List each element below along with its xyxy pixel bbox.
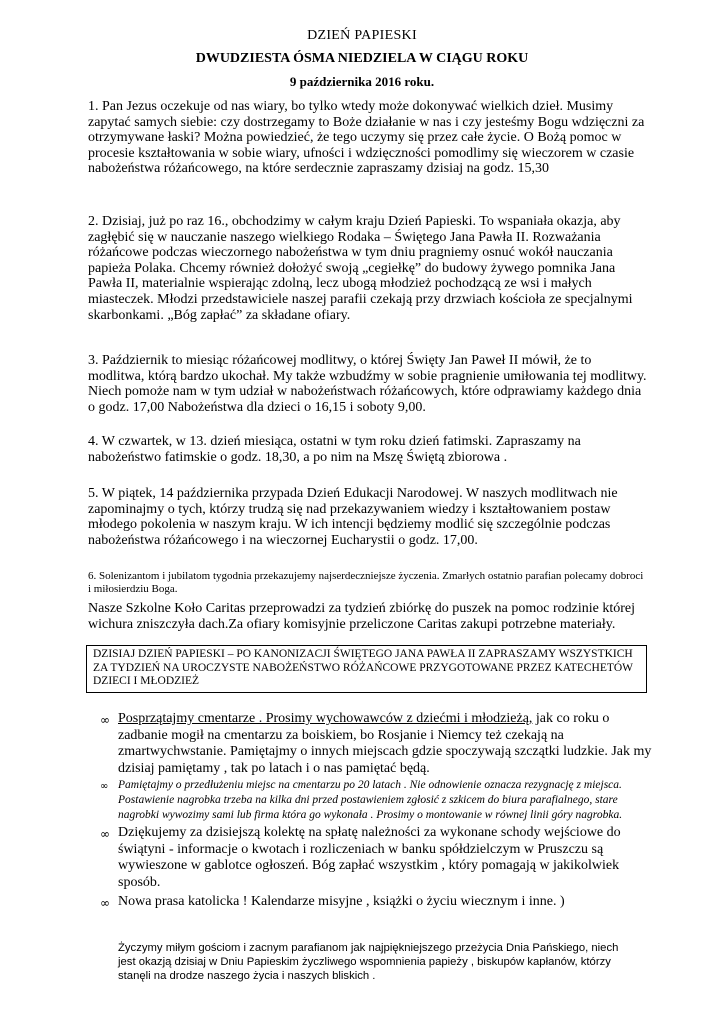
announcement-5: 5. W piątek, 14 października przypada Dzień Edukacji Narodowej. W naszych modlitwach nie zapominajmy o tych, którzy trudzą się nad przekazywaniem wiedzy i kształtowaniem postaw młodego pokolenia w naszym kraju. W ich intencji będziemy modlić się szczególnie podczas nabożeństwa różańcowego i na wieczornej Eucharystii o godz. 17,00. bbox=[88, 486, 618, 548]
bullet-list bbox=[100, 711, 660, 911]
bullet-item-cemetery bbox=[100, 711, 660, 777]
announcement-3: 3. Październik to miesiąc różańcowej modlitwy, o której Święty Jan Paweł II mówił, że to modlitwa, którą bardzo ukochał. My także wzbudźmy w sobie pragnienie umiłowania tej modlitwy. Niech pomoże nam w tym udział w nabożeństwach różańcowych, które odprawiamy każdego dnia o godz. 17,00 Nabożeństwa dla dzieci o 16,15 i soboty 9,00. bbox=[88, 353, 647, 415]
infinity-bullet-icon: ∞ bbox=[100, 781, 109, 792]
boxed-notice: DZISIAJ DZIEŃ PAPIESKI – PO KANONIZACJI ŚWIĘTEGO JANA PAWŁA II ZAPRASZAMY WSZYSTKICH ZA TYDZIEŃ NA UROCZYSTE NABOŻEŃSTWO RÓŻAŃCOWE PRZYGOTOWANE PRZEZ KATECHETÓW DZIECI I MŁODZIEŻ bbox=[86, 645, 647, 693]
bullet-text: Nowa prasa katolicka ! Kalendarze misyjne , książki o życiu wiecznym i inne. ) bbox=[118, 894, 565, 909]
announcement-2: 2. Dzisiaj, już po raz 16., obchodzimy w całym kraju Dzień Papieski. To wspaniała okazja, aby zagłębić się w nauczanie naszego wielkiego Rodaka – Świętego Jana Pawła II. Rozważania różańcowe podczas wieczornego nabożeństwa w tym dniu pragniemy osnuć wokół nauczania papieża Polaka. Chcemy również dołożyć swoją „cegiełkę” do budowy żywego pomnika Jana Pawła II, materialnie wspierając zdolną, lecz ubogą młodzież pochodzącą ze wsi i małych miasteczek. Młodzi przedstawiciele naszej parafii czekają przy drzwiach kościoła ze specjalnymi skarbonkami. „Bóg zapłać” za składane ofiary. bbox=[88, 214, 633, 323]
bullet-item-collection bbox=[100, 825, 660, 891]
document-subtitle: DWUDZIESTA ÓSMA NIEDZIELA W CIĄGU ROKU bbox=[195, 51, 529, 66]
document-date: 9 października 2016 roku. bbox=[289, 74, 435, 89]
infinity-bullet-icon: ∞ bbox=[100, 896, 110, 910]
bullet-item-press bbox=[100, 894, 660, 911]
bullet-text: Pamiętajmy o przedłużeniu miejsc na cmentarzu po 20 latach . Nie odnowienie oznacza rezygnację z miejsca. Postawienie nagrobka trzeba na kilka dni przed postawieniem zgłosić z szkicem do biura parafialnego, stare nagrobki wywozimy sami lub firma która go wykonała . Prosimy o montowanie w równej linii góry nagrobka. bbox=[118, 779, 623, 821]
announcement-1: 1. Pan Jezus oczekuje od nas wiary, bo tylko wtedy może dokonywać wielkich dzieł. Musimy zapytać samych siebie: czy dostrzegamy to Boże działanie w nas i czy jesteśmy Bogu wdzięczni za otrzymywane łaski? Można powiedzieć, że tego uczymy się przez całe życie. O Bożą pomoc w procesie kształtowania w sobie wiary, ufności i wdzięczności pomodlimy się wieczorem w czasie nabożeństwa różańcowego, na które serdecznie zapraszamy dzisiaj na godz. 15,30 bbox=[88, 99, 645, 177]
infinity-bullet-icon: ∞ bbox=[100, 827, 110, 841]
infinity-bullet-icon: ∞ bbox=[100, 713, 110, 727]
announcement-6: 6. Solenizantom i jubilatom tygodnia przekazujemy najserdeczniejsze życzenia. Zmarłych ostatnio parafian polecamy dobroci i miłosierdziu Boga. bbox=[88, 570, 644, 595]
bullet-text: Dziękujemy za dzisiejszą kolektę na spłatę należności za wykonane schody wejściowe do świątyni - informacje o kwotach i rozliczeniach w banku spółdzielczym w Pruszczu są wywieszone w gablotce ogłoszeń. Bóg zapłać wszystkim , który pomagają w jakikolwiek sposób. bbox=[118, 825, 621, 890]
bullet-text: jak co roku o zadbanie mogił na cmentarzu za boiskiem, bo Rosjanie i Niemcy też czekają na zmartwychwstanie. Pamiętajmy o innych miejscach gdzie spoczywają szczątki ludzkie. Jak my dzisiaj pamiętamy , tak po latach i o nas pamiętać będą. bbox=[118, 711, 652, 776]
caritas-announcement: Nasze Szkolne Koło Caritas przeprowadzi za tydzień zbiórkę do puszek na pomoc rodzinie której wichura zniszczyła dach.Za ofiary komisyjnie przeliczone Caritas zakupi potrzebne materiały. bbox=[88, 601, 635, 632]
announcement-4: 4. W czwartek, w 13. dzień miesiąca, ostatni w tym roku dzień fatimski. Zapraszamy na nabożeństwo fatimskie o godz. 18,30, a po nim na Mszę Świętą zbiorowa . bbox=[88, 434, 581, 465]
closing-wishes: Życzymy miłym gościom i zacnym parafianom jak najpiękniejszego przeżycia Dnia Pańskiego, niech jest okazją dzisiaj w Dniu Papieskim życzliwego wspomnienia papieży , biskupów kapłanów, którzy stanęli na drodze naszego życia i naszych bliskich . bbox=[118, 942, 619, 982]
bullet-item-graves bbox=[100, 778, 660, 823]
document-title: DZIEŃ PAPIESKI bbox=[307, 28, 417, 43]
bullet-underlined-text: Posprzątajmy cmentarze . Prosimy wychowawców z dziećmi i młodzieżą, bbox=[118, 711, 533, 726]
